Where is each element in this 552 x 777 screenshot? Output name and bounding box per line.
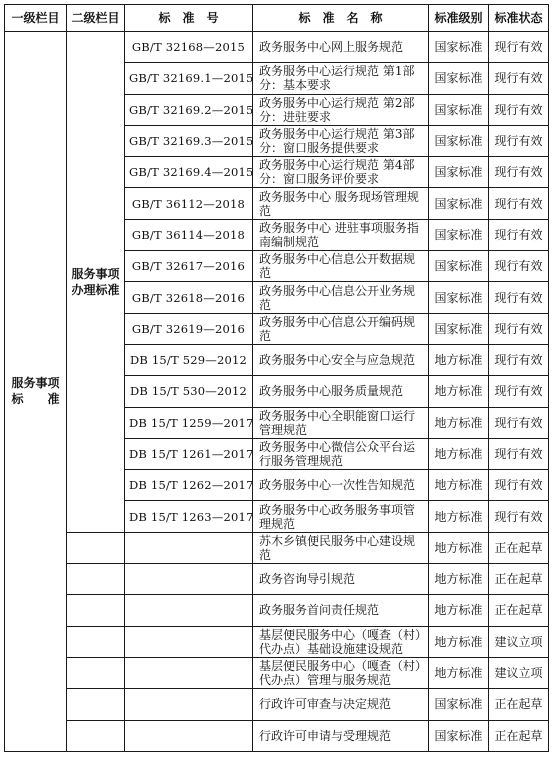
standard-status-cell: 正在起草: [489, 720, 549, 751]
standard-name-cell: 政务服务中心微信公众平台运行服务管理规范: [253, 438, 429, 469]
standard-number-cell: GB/T 32618—2016: [125, 282, 253, 313]
standard-status-cell: 建议立项: [489, 657, 549, 688]
standard-level-cell: 国家标准: [429, 720, 489, 751]
standard-status-cell: 现行有效: [489, 94, 549, 125]
standard-number-cell: GB/T 32169.2—2015: [125, 94, 253, 125]
standard-level-cell: 国家标准: [429, 125, 489, 156]
standard-number-cell: [125, 564, 253, 595]
table-header-row: [5, 5, 549, 32]
standard-name-cell: 政务服务中心一次性告知规范: [253, 470, 429, 501]
standard-number-cell: [125, 689, 253, 720]
standard-name-cell: 政务服务中心网上服务规范: [253, 32, 429, 63]
standard-number-cell: DB 15/T 1259—2017: [125, 407, 253, 438]
level2-empty-cell: [67, 689, 125, 720]
standard-level-cell: 国家标准: [429, 282, 489, 313]
standard-level-cell: 地方标准: [429, 595, 489, 626]
standard-level-cell: 国家标准: [429, 251, 489, 282]
standard-name-cell: 政务服务中心信息公开业务规范: [253, 282, 429, 313]
standard-status-cell: 现行有效: [489, 470, 549, 501]
standard-name-cell: 苏木乡镇便民服务中心建设规范: [253, 532, 429, 563]
standard-status-cell: 现行有效: [489, 32, 549, 63]
standard-number-cell: [125, 720, 253, 751]
standard-number-cell: [125, 657, 253, 688]
header-standard-name: 标 准 名 称: [253, 5, 429, 32]
standard-level-cell: 地方标准: [429, 626, 489, 657]
level2-empty-cell: [67, 720, 125, 751]
table-row: [5, 689, 549, 720]
level1-category-cell: 服务事项标 准: [5, 32, 67, 752]
standard-level-cell: 地方标准: [429, 532, 489, 563]
standard-number-cell: [125, 595, 253, 626]
standard-name-cell: 政务服务中心 服务现场管理规范: [253, 188, 429, 219]
table-row: [5, 564, 549, 595]
standard-level-cell: 地方标准: [429, 501, 489, 532]
standard-level-cell: 国家标准: [429, 219, 489, 250]
standard-status-cell: 现行有效: [489, 376, 549, 407]
standard-number-cell: DB 15/T 530—2012: [125, 376, 253, 407]
standard-number-cell: GB/T 32617—2016: [125, 251, 253, 282]
level2-empty-cell: [67, 532, 125, 563]
table-row: [5, 595, 549, 626]
standard-level-cell: 国家标准: [429, 157, 489, 188]
standard-number-cell: DB 15/T 529—2012: [125, 344, 253, 375]
standard-number-cell: GB/T 32168—2015: [125, 32, 253, 63]
standard-name-cell: 政务服务中心信息公开编码规范: [253, 313, 429, 344]
standard-level-cell: 国家标准: [429, 313, 489, 344]
standard-status-cell: 现行有效: [489, 344, 549, 375]
table-row: [5, 720, 549, 751]
standard-number-cell: [125, 532, 253, 563]
standard-level-cell: 地方标准: [429, 344, 489, 375]
standard-number-cell: GB/T 32619—2016: [125, 313, 253, 344]
standard-name-cell: 基层便民服务中心（嘎查（村）代办点）基础设施建设规范: [253, 626, 429, 657]
table-row: [5, 626, 549, 657]
header-level1: 一级栏目: [5, 5, 67, 32]
standard-number-cell: GB/T 32169.4—2015: [125, 157, 253, 188]
standard-status-cell: 现行有效: [489, 282, 549, 313]
standard-status-cell: 正在起草: [489, 595, 549, 626]
standard-name-cell: 政务服务中心运行规范 第1部分：基本要求: [253, 63, 429, 94]
standard-name-cell: 基层便民服务中心（嘎查（村）代办点）管理与服务规范: [253, 657, 429, 688]
level2-empty-cell: [67, 595, 125, 626]
standard-number-cell: DB 15/T 1261—2017: [125, 438, 253, 469]
standard-name-cell: 政务服务中心全职能窗口运行管理规范: [253, 407, 429, 438]
standard-number-cell: DB 15/T 1263—2017: [125, 501, 253, 532]
level2-empty-cell: [67, 657, 125, 688]
standard-name-cell: 政务服务中心运行规范 第4部分：窗口服务评价要求: [253, 157, 429, 188]
standard-number-cell: [125, 626, 253, 657]
standard-status-cell: 现行有效: [489, 188, 549, 219]
standard-level-cell: 地方标准: [429, 470, 489, 501]
standard-status-cell: 正在起草: [489, 564, 549, 595]
standard-level-cell: 国家标准: [429, 188, 489, 219]
standard-level-cell: 地方标准: [429, 407, 489, 438]
standard-level-cell: 国家标准: [429, 689, 489, 720]
standard-name-cell: 政务服务中心运行规范 第2部分：进驻要求: [253, 94, 429, 125]
table-row: [5, 657, 549, 688]
standard-name-cell: 政务服务中心信息公开数据规范: [253, 251, 429, 282]
standard-level-cell: 地方标准: [429, 564, 489, 595]
standard-name-cell: 政务服务中心政务服务事项管理规范: [253, 501, 429, 532]
standard-status-cell: 现行有效: [489, 63, 549, 94]
level2-empty-cell: [67, 564, 125, 595]
standard-status-cell: 现行有效: [489, 157, 549, 188]
standard-level-cell: 地方标准: [429, 657, 489, 688]
standard-name-cell: 行政许可申请与受理规范: [253, 720, 429, 751]
standard-level-cell: 国家标准: [429, 32, 489, 63]
standard-number-cell: GB/T 36112—2018: [125, 188, 253, 219]
header-standard-status: 标准状态: [489, 5, 549, 32]
standard-status-cell: 现行有效: [489, 407, 549, 438]
standard-name-cell: 政务服务中心服务质量规范: [253, 376, 429, 407]
standards-table: [4, 4, 549, 752]
standard-level-cell: 国家标准: [429, 63, 489, 94]
standard-number-cell: GB/T 36114—2018: [125, 219, 253, 250]
table-row: [5, 532, 549, 563]
standard-level-cell: 地方标准: [429, 376, 489, 407]
level2-category-cell: 服务事项办理标准: [67, 32, 125, 533]
standard-status-cell: 正在起草: [489, 532, 549, 563]
standard-name-cell: 政务服务中心 进驻事项服务指南编制规范: [253, 219, 429, 250]
standard-name-cell: 政务服务首问责任规范: [253, 595, 429, 626]
standard-status-cell: 现行有效: [489, 438, 549, 469]
standard-status-cell: 建议立项: [489, 626, 549, 657]
standard-status-cell: 现行有效: [489, 219, 549, 250]
header-level2: 二级栏目: [67, 5, 125, 32]
standard-name-cell: 政务服务中心运行规范 第3部分：窗口服务提供要求: [253, 125, 429, 156]
table-row: [5, 32, 549, 63]
standard-status-cell: 现行有效: [489, 313, 549, 344]
standard-name-cell: 行政许可审查与决定规范: [253, 689, 429, 720]
level2-empty-cell: [67, 626, 125, 657]
standard-number-cell: GB/T 32169.3—2015: [125, 125, 253, 156]
standard-number-cell: GB/T 32169.1—2015: [125, 63, 253, 94]
standard-status-cell: 现行有效: [489, 251, 549, 282]
table-body: [5, 32, 549, 752]
header-standard-number: 标 准 号: [125, 5, 253, 32]
standard-name-cell: 政务咨询导引规范: [253, 564, 429, 595]
standard-name-cell: 政务服务中心安全与应急规范: [253, 344, 429, 375]
standard-status-cell: 正在起草: [489, 689, 549, 720]
standard-number-cell: DB 15/T 1262—2017: [125, 470, 253, 501]
standard-status-cell: 现行有效: [489, 501, 549, 532]
header-standard-level: 标准级别: [429, 5, 489, 32]
standard-status-cell: 现行有效: [489, 125, 549, 156]
standard-level-cell: 国家标准: [429, 94, 489, 125]
standard-level-cell: 地方标准: [429, 438, 489, 469]
